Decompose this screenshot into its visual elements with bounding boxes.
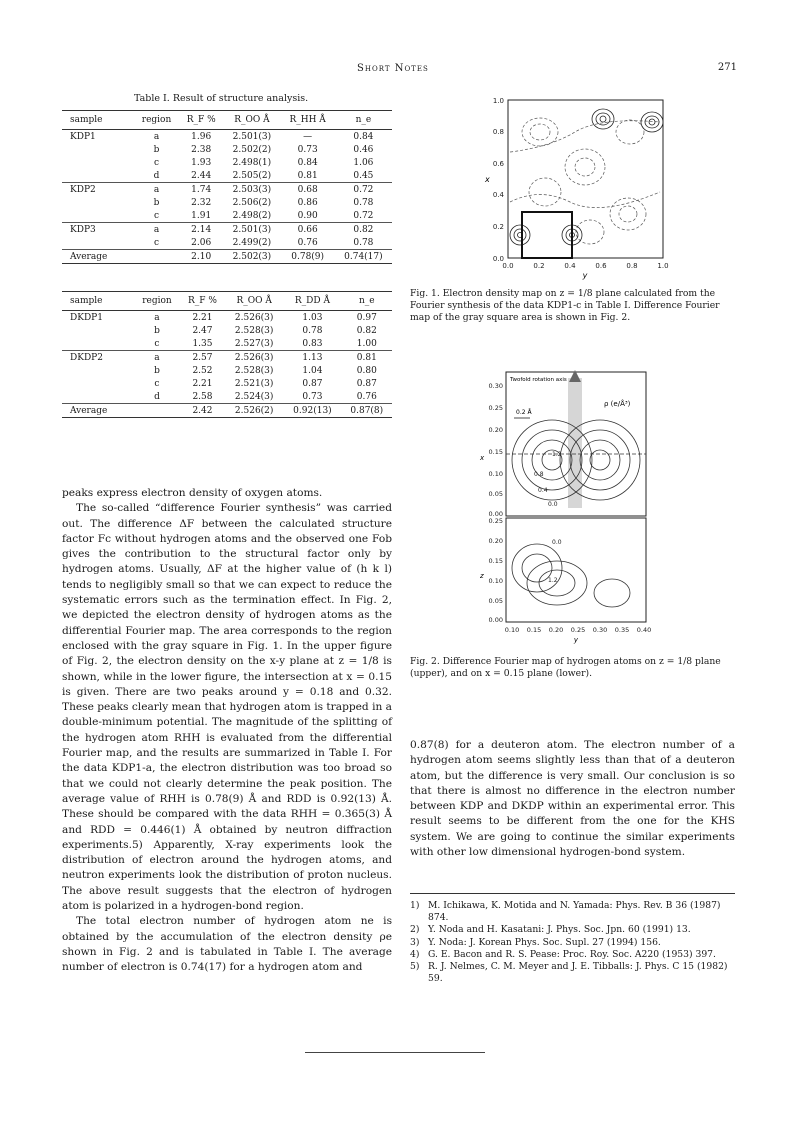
y-tick-label: 0.15 bbox=[488, 448, 503, 456]
table-cell: 1.13 bbox=[283, 351, 341, 365]
table-cell bbox=[62, 143, 134, 156]
table-row bbox=[62, 156, 392, 169]
x-tick-label: 0.25 bbox=[570, 626, 586, 634]
y-tick-label: 0.30 bbox=[488, 382, 503, 390]
table-cell: b bbox=[153, 197, 160, 208]
table-row bbox=[62, 250, 392, 264]
result-table-kdp bbox=[62, 110, 392, 264]
table-cell bbox=[62, 236, 134, 250]
y-tick-label: 0.2 bbox=[492, 223, 504, 231]
contour-label: 1.2 bbox=[548, 577, 558, 584]
table-cell: 0.81 bbox=[342, 351, 392, 365]
table-cell: 0.78 bbox=[353, 237, 374, 248]
x-tick-label: 0.8 bbox=[626, 262, 638, 270]
y-tick-label: 0.4 bbox=[492, 191, 504, 199]
table-cell: 0.92(13) bbox=[283, 404, 341, 418]
table-cell: 2.38 bbox=[191, 144, 212, 155]
table-cell: DKDP1 bbox=[70, 312, 103, 323]
contour-label: 1.2 bbox=[552, 451, 562, 458]
table-cell: a bbox=[154, 312, 160, 323]
x-tick-label: 0.30 bbox=[592, 626, 608, 634]
x-axis-label: y bbox=[582, 271, 588, 280]
reference-item: 5) R. J. Nelmes, C. M. Meyer and J. E. Tibballs: J. Phys. C 15 (1982) 59. bbox=[410, 961, 728, 985]
y-tick-label: 0.15 bbox=[488, 557, 503, 565]
table-cell: d bbox=[154, 391, 160, 402]
table-cell: d bbox=[153, 170, 160, 181]
table-cell bbox=[134, 404, 180, 418]
y-tick-label: 0.10 bbox=[488, 577, 503, 585]
y-tick-label: 0.0 bbox=[492, 255, 504, 263]
contour-label: 0.8 bbox=[534, 471, 544, 478]
y-tick-label: 0.8 bbox=[492, 128, 504, 136]
table-cell: 0.66 bbox=[281, 223, 335, 237]
table-cell: 0.78 bbox=[302, 325, 323, 336]
table-cell bbox=[62, 324, 134, 337]
table-cell bbox=[62, 209, 134, 223]
table-cell: c bbox=[154, 378, 160, 389]
references bbox=[410, 893, 735, 985]
table-cell: 2.32 bbox=[191, 197, 212, 208]
right-column-text: 0.87(8) for a deuteron atom. The electron number of a hydrogen atom seems slightly less than that of a deuteron atom, but the difference is very small. Our conclusion is so that there is almost no difference in the electron number between KDP and DKDP within an experimental error. This result seems to be different from the one for the KHS system. We are going to continue the similar experiments with other low dimensional hydrogen-bond system. bbox=[410, 739, 735, 859]
x-tick-label: 0.40 bbox=[636, 626, 652, 634]
y-tick-label: 0.20 bbox=[488, 426, 503, 434]
table-cell bbox=[62, 196, 134, 209]
table-cell bbox=[62, 390, 134, 404]
table-cell: 2.526(3) bbox=[225, 351, 283, 365]
table-cell: 2.528(3) bbox=[234, 365, 274, 376]
reference-item: 4) G. E. Bacon and R. S. Pease: Proc. Roy. Soc. A220 (1953) 397. bbox=[410, 948, 716, 960]
table-cell: a bbox=[134, 223, 179, 237]
table-cell: KDP1 bbox=[70, 131, 96, 142]
paragraph: peaks express electron density of oxygen atoms. bbox=[62, 487, 323, 499]
table-cell: 0.84 bbox=[353, 131, 374, 142]
table-cell: b bbox=[153, 144, 160, 155]
table-cell: 1.96 bbox=[191, 131, 212, 142]
table-row bbox=[62, 236, 392, 250]
table-cell: 0.82 bbox=[335, 223, 392, 237]
y-tick-label: 0.20 bbox=[488, 537, 503, 545]
lower-y-axis-label: z bbox=[480, 572, 484, 580]
table-cell: c bbox=[153, 237, 160, 248]
contour-label: 0.0 bbox=[552, 539, 562, 546]
table-cell: 2.503(3) bbox=[223, 183, 280, 197]
table-cell: 2.526(2) bbox=[225, 404, 283, 418]
table-header-cell: n_e bbox=[342, 292, 392, 311]
table-cell: c bbox=[153, 210, 160, 221]
table-header-cell: n_e bbox=[335, 111, 392, 130]
table-cell: DKDP2 bbox=[62, 351, 134, 365]
table-cell bbox=[62, 169, 134, 183]
table-row bbox=[62, 377, 392, 390]
table-cell bbox=[62, 377, 134, 390]
table-cell: 0.72 bbox=[335, 183, 392, 197]
table-cell: a bbox=[134, 351, 180, 365]
table-row bbox=[62, 223, 392, 237]
table-cell: 0.73 bbox=[297, 144, 318, 155]
x-tick-label: 0.2 bbox=[533, 262, 545, 270]
reference-item: 1) M. Ichikawa, K. Motida and N. Yamada: Phys. Rev. B 36 (1987) 874. bbox=[410, 900, 721, 924]
table-cell: 2.506(2) bbox=[232, 197, 272, 208]
density-unit-label: ρ (e/Å³) bbox=[604, 400, 631, 408]
table-cell: 2.21 bbox=[192, 378, 213, 389]
table-cell: 2.501(3) bbox=[232, 131, 272, 142]
table-cell: a bbox=[134, 183, 179, 197]
table-row bbox=[62, 169, 392, 183]
table-cell: 2.502(2) bbox=[232, 144, 272, 155]
table-cell: 2.526(3) bbox=[234, 312, 274, 323]
table-cell: b bbox=[154, 325, 160, 336]
table-cell: 2.498(1) bbox=[232, 157, 272, 168]
table-cell: 1.93 bbox=[191, 157, 212, 168]
x-tick-label: 0.20 bbox=[548, 626, 564, 634]
table-cell: KDP2 bbox=[62, 183, 134, 197]
table-cell: 0.87 bbox=[302, 378, 323, 389]
rotation-axis-label: Twofold rotation axis bbox=[510, 377, 567, 383]
table-cell: 1.06 bbox=[353, 157, 374, 168]
table-cell: 2.58 bbox=[192, 391, 213, 402]
table-cell: 0.73 bbox=[302, 391, 323, 402]
x-axis-label: y bbox=[573, 636, 579, 644]
figure-2-caption: Fig. 2. Difference Fourier map of hydrogen atoms on z = 1/8 plane (upper), and on x = 0.15 plane (lower). bbox=[410, 656, 721, 679]
table-cell: — bbox=[303, 131, 313, 142]
table-cell: 0.72 bbox=[353, 210, 374, 221]
y-tick-label: 0.00 bbox=[488, 510, 503, 518]
x-tick-label: 0.4 bbox=[564, 262, 576, 270]
y-axis-label: x bbox=[485, 175, 490, 184]
table-header-cell: region bbox=[134, 292, 180, 311]
table-cell: 1.91 bbox=[191, 210, 212, 221]
table-header-cell: R_F % bbox=[179, 111, 223, 130]
table-cell: b bbox=[154, 365, 160, 376]
table-row bbox=[62, 324, 392, 337]
table-row bbox=[62, 351, 392, 365]
table-cell: 2.499(2) bbox=[232, 237, 272, 248]
contour-label: 0.0 bbox=[548, 501, 558, 508]
table-row bbox=[62, 404, 392, 418]
table-cell: 2.21 bbox=[192, 312, 213, 323]
x-tick-label: 0.0 bbox=[502, 262, 514, 270]
table-header-cell: R_F % bbox=[180, 292, 225, 311]
table-cell: 2.47 bbox=[192, 325, 213, 336]
table-cell: 0.74(17) bbox=[335, 250, 392, 264]
table-cell: 2.44 bbox=[191, 170, 212, 181]
table-cell: 2.521(3) bbox=[234, 378, 274, 389]
reference-item: 3) Y. Noda: J. Korean Phys. Soc. Supl. 27 (1994) 156. bbox=[410, 936, 661, 948]
y-tick-label: 0.05 bbox=[488, 490, 503, 498]
table-row bbox=[62, 143, 392, 156]
table-cell: 2.14 bbox=[179, 223, 223, 237]
table-cell: 0.46 bbox=[353, 144, 374, 155]
table-cell bbox=[62, 337, 134, 351]
reference-item: 2) Y. Noda and H. Kasatani: J. Phys. Soc. Jpn. 60 (1991) 13. bbox=[410, 924, 691, 936]
table-header-cell: R_OO Å bbox=[223, 111, 280, 130]
y-tick-label: 0.10 bbox=[488, 470, 503, 478]
y-tick-label: 0.00 bbox=[488, 616, 503, 624]
table-row bbox=[62, 364, 392, 377]
table-header-cell: R_DD Å bbox=[283, 292, 341, 311]
table-cell: 2.524(3) bbox=[234, 391, 274, 402]
scale-label: 0.2 Å bbox=[516, 409, 532, 416]
table-row bbox=[62, 196, 392, 209]
table-cell: 2.57 bbox=[180, 351, 225, 365]
y-tick-label: 0.6 bbox=[492, 160, 504, 168]
table-cell: 0.90 bbox=[297, 210, 318, 221]
table-cell: 2.502(3) bbox=[223, 250, 280, 264]
x-tick-label: 1.0 bbox=[657, 262, 669, 270]
end-rule bbox=[305, 1052, 485, 1053]
table-header-cell: R_OO Å bbox=[225, 292, 283, 311]
contour-label: 0.4 bbox=[538, 487, 548, 494]
table-cell: 0.78(9) bbox=[281, 250, 335, 264]
table-cell: 0.86 bbox=[297, 197, 318, 208]
table-header-cell: sample bbox=[62, 111, 134, 130]
table-cell: 0.87 bbox=[356, 378, 377, 389]
table-cell: 0.76 bbox=[356, 391, 377, 402]
table-cell: 0.81 bbox=[297, 170, 318, 181]
table-cell: 2.06 bbox=[191, 237, 212, 248]
left-column-text bbox=[62, 486, 392, 976]
table-cell: 0.84 bbox=[297, 157, 318, 168]
x-tick-label: 0.10 bbox=[504, 626, 520, 634]
table-cell bbox=[134, 250, 179, 264]
table-cell: 1.04 bbox=[302, 365, 323, 376]
table-cell: 0.80 bbox=[356, 365, 377, 376]
table-cell: 2.505(2) bbox=[232, 170, 272, 181]
table-cell: 2.501(3) bbox=[223, 223, 280, 237]
result-table-dkdp bbox=[62, 291, 392, 418]
table-header-cell: sample bbox=[62, 292, 134, 311]
table-header-cell: region bbox=[134, 111, 179, 130]
table-header-cell: R_HH Å bbox=[281, 111, 335, 130]
table-row bbox=[62, 311, 392, 325]
table-cell: 0.83 bbox=[302, 338, 323, 349]
figure-2-difference-map bbox=[472, 368, 672, 646]
table-cell: 0.45 bbox=[353, 170, 374, 181]
table-cell: Average bbox=[62, 404, 134, 418]
table-row bbox=[62, 390, 392, 404]
table-cell: 1.03 bbox=[302, 312, 323, 323]
table-cell: 2.528(3) bbox=[234, 325, 274, 336]
figure-1-contour-map bbox=[480, 92, 690, 280]
paragraph: The total electron number of hydrogen atom ne is obtained by the accumulation of the electron density ρe shown in Fig. 2 and is tabulated in Table I. The average number of electron is 0.74(17) for a hydrogen atom and bbox=[62, 915, 392, 974]
x-tick-label: 0.15 bbox=[526, 626, 542, 634]
upper-y-axis-label: x bbox=[480, 454, 485, 462]
figure-1-caption: Fig. 1. Electron density map on z = 1/8 plane calculated from the Fourier synthesis of the data KDP1-c in Table I. Difference Fourier map of the gray square area is shown in Fig. 2. bbox=[410, 288, 720, 323]
table-cell: 0.68 bbox=[281, 183, 335, 197]
table-cell: 0.87(8) bbox=[342, 404, 392, 418]
table-cell: 2.527(3) bbox=[234, 338, 274, 349]
y-tick-label: 0.05 bbox=[488, 597, 503, 605]
table-cell: 2.10 bbox=[179, 250, 223, 264]
table-cell: 2.498(2) bbox=[232, 210, 272, 221]
table-cell: 0.76 bbox=[297, 237, 318, 248]
y-tick-label: 1.0 bbox=[492, 97, 504, 105]
table-row bbox=[62, 209, 392, 223]
table-cell: 2.42 bbox=[180, 404, 225, 418]
table-cell bbox=[62, 364, 134, 377]
page-number: 271 bbox=[717, 62, 737, 73]
table-cell: 1.00 bbox=[356, 338, 377, 349]
table-cell: 0.97 bbox=[356, 312, 377, 323]
table-cell: 0.82 bbox=[356, 325, 377, 336]
table-cell: a bbox=[153, 131, 160, 142]
table-cell: 1.74 bbox=[179, 183, 223, 197]
table-row bbox=[62, 130, 392, 144]
table-caption: Table I. Result of structure analysis. bbox=[134, 93, 309, 104]
table-cell: KDP3 bbox=[62, 223, 134, 237]
table-cell: 2.52 bbox=[192, 365, 213, 376]
running-head: Short Notes bbox=[357, 63, 429, 74]
table-row bbox=[62, 337, 392, 351]
y-tick-label: 0.25 bbox=[488, 404, 503, 412]
x-tick-label: 0.35 bbox=[614, 626, 630, 634]
paragraph: The so-called “difference Fourier synthesis” was carried out. The difference ΔF between the calculated structure factor Fc without hydrogen atoms and the observed one Fob gives the contribution to the structural factor only by hydrogen atoms. Usually, ΔF at the higher value of (h k l) tends to negligibly small so that we can expect to reduce the systematic errors such as the termination effect. In Fig. 2, we depicted the electron density of hydrogen atoms as the differential Fourier map. The area corresponds to the region enclosed with the gray square in Fig. 1. In the upper figure of Fig. 2, the electron density on the x-y plane at z = 1/8 is shown, while in the lower figure, the intersection at x = 0.15 is given. There are two peaks around y = 0.18 and 0.32. These peaks clearly mean that hydrogen atom is trapped in a double-minimum potential. The magnitude of the splitting of the hydrogen atom RHH is evaluated from the differential Fourier map, and the results are summarized in Table I. For the data KDP1-a, the electron distribution was too broad so that we could not clearly determine the peak position. The average value of RHH is 0.78(9) Å and RDD is 0.92(13) Å. These should be compared with the data RHH = 0.365(3) Å and RDD = 0.446(1) Å obtained by neutron diffraction experiments.5) Apparently, X-ray experiments look the distribution of electron around the hydrogen atoms, and neutron experiments look the distribution of proton nucleus. The above result suggests that the electron of hydrogen atom is polarized in a hydrogen-bond region. bbox=[62, 502, 392, 913]
x-tick-label: 0.6 bbox=[595, 262, 607, 270]
table-row bbox=[62, 183, 392, 197]
table-cell: c bbox=[153, 157, 160, 168]
y-tick-label: 0.25 bbox=[488, 517, 503, 525]
table-cell bbox=[62, 156, 134, 169]
table-cell: 1.35 bbox=[192, 338, 213, 349]
table-cell: 0.78 bbox=[353, 197, 374, 208]
table-cell: c bbox=[154, 338, 160, 349]
table-cell: Average bbox=[62, 250, 134, 264]
